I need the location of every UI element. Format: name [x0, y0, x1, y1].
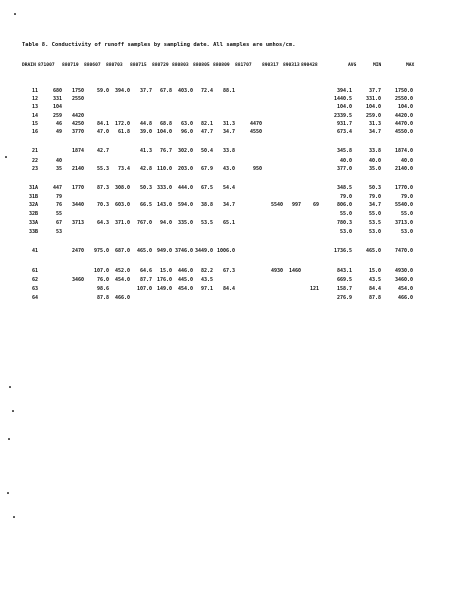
table-cell: 1750.0 [394, 88, 413, 94]
table-cell: 62 [31, 277, 38, 283]
table-cell: 12 [31, 96, 38, 102]
table-cell: 84.1 [96, 121, 109, 127]
table-cell: 53.5 [368, 220, 381, 226]
table-cell: 96.0 [180, 129, 193, 135]
table-cell: 64 [31, 295, 38, 301]
table-cell: 53.5 [200, 220, 213, 226]
table-cell: 1750 [71, 88, 84, 94]
table-cell: 1874.0 [394, 148, 413, 154]
scan-speck [5, 156, 7, 158]
table-cell: 2140 [71, 166, 84, 172]
table-cell: 15 [31, 121, 38, 127]
table-cell: 84.4 [368, 286, 381, 292]
table-cell: 780.3 [336, 220, 352, 226]
table-cell: 348.5 [336, 185, 352, 191]
table-cell: 43.5 [200, 277, 213, 283]
table-cell: 3449.0 [194, 248, 213, 254]
column-header: DRAIN [22, 63, 36, 68]
table-caption: Table 8. Conductivity of runoff samples by sampling date. All samples are umhos/cm. [22, 42, 296, 48]
table-cell: 34.7 [368, 129, 381, 135]
table-cell: 87.3 [96, 185, 109, 191]
table-cell: 104.0 [397, 104, 413, 110]
table-cell: 31.3 [222, 121, 235, 127]
table-cell: 1460 [288, 268, 301, 274]
table-cell: 331.0 [365, 96, 381, 102]
table-cell: 41.3 [139, 148, 152, 154]
scan-speck [13, 516, 15, 518]
table-cell: 975.0 [93, 248, 109, 254]
table-cell: 33B [28, 229, 38, 235]
table-cell: 843.1 [336, 268, 352, 274]
table-cell: 806.0 [336, 202, 352, 208]
column-header: 890428 [301, 63, 318, 68]
column-header: MAX [406, 63, 415, 68]
column-header: 890313 [283, 63, 300, 68]
table-cell: 3440 [71, 202, 84, 208]
table-cell: 2550.0 [394, 96, 413, 102]
table-cell: 1874 [71, 148, 84, 154]
table-cell: 466.0 [397, 295, 413, 301]
table-cell: 39.0 [139, 129, 152, 135]
table-cell: 38.8 [200, 202, 213, 208]
table-cell: 65.1 [222, 220, 235, 226]
table-cell: 76.0 [96, 277, 109, 283]
table-cell: 4420.0 [394, 113, 413, 119]
table-cell: 143.0 [156, 202, 172, 208]
table-cell: 445.0 [177, 277, 193, 283]
table-cell: 61 [31, 268, 38, 274]
table-cell: 465.0 [136, 248, 152, 254]
table-cell: 79.0 [339, 194, 352, 200]
table-cell: 32A [28, 202, 38, 208]
table-cell: 33A [28, 220, 38, 226]
table-cell: 465.0 [365, 248, 381, 254]
table-cell: 2550 [71, 96, 84, 102]
table-cell: 87.7 [139, 277, 152, 283]
table-cell: 104.0 [156, 129, 172, 135]
table-cell: 33.8 [368, 148, 381, 154]
column-header: 880729 [152, 63, 169, 68]
table-cell: 950 [252, 166, 262, 172]
table-cell: 68.8 [159, 121, 172, 127]
table-cell: 98.6 [96, 286, 109, 292]
column-header: 880703 [106, 63, 123, 68]
table-cell: 47.0 [96, 129, 109, 135]
table-cell: 1770 [71, 185, 84, 191]
table-cell: 50.3 [139, 185, 152, 191]
table-cell: 64.6 [139, 268, 152, 274]
table-cell: 43.5 [368, 277, 381, 283]
table-cell: 31.3 [368, 121, 381, 127]
table-cell: 1006.0 [216, 248, 235, 254]
table-cell: 55.0 [400, 211, 413, 217]
table-cell: 53.0 [368, 229, 381, 235]
table-cell: 47.7 [200, 129, 213, 135]
table-cell: 63 [31, 286, 38, 292]
table-cell: 34.7 [222, 202, 235, 208]
table-cell: 13 [31, 104, 38, 110]
table-cell: 276.9 [336, 295, 352, 301]
table-cell: 84.4 [222, 286, 235, 292]
table-cell: 107.0 [136, 286, 152, 292]
table-cell: 680 [52, 88, 62, 94]
scan-speck [7, 492, 9, 494]
table-cell: 2140.0 [394, 166, 413, 172]
table-cell: 997 [291, 202, 301, 208]
table-cell: 87.8 [368, 295, 381, 301]
table-cell: 53.0 [339, 229, 352, 235]
table-cell: 454.0 [177, 286, 193, 292]
table-cell: 54.4 [222, 185, 235, 191]
table-cell: 454.0 [114, 277, 130, 283]
column-header: 881707 [235, 63, 252, 68]
table-cell: 44.8 [139, 121, 152, 127]
table-cell: 1440.5 [333, 96, 352, 102]
table-cell: 335.0 [177, 220, 193, 226]
column-header: 880809 [213, 63, 230, 68]
table-cell: 259.0 [365, 113, 381, 119]
table-cell: 2470 [71, 248, 84, 254]
column-header: 880805 [193, 63, 210, 68]
table-cell: 446.0 [177, 268, 193, 274]
table-cell: 87.8 [96, 295, 109, 301]
table-cell: 33.8 [222, 148, 235, 154]
column-header: MIN [373, 63, 382, 68]
table-cell: 31A [28, 185, 38, 191]
table-cell: 4420 [71, 113, 84, 119]
table-cell: 394.0 [114, 88, 130, 94]
table-cell: 371.0 [114, 220, 130, 226]
table-cell: 67.8 [159, 88, 172, 94]
table-cell: 172.0 [114, 121, 130, 127]
table-cell: 82.2 [200, 268, 213, 274]
table-cell: 73.4 [117, 166, 130, 172]
table-cell: 76.7 [159, 148, 172, 154]
table-cell: 40.0 [368, 158, 381, 164]
table-cell: 37.7 [368, 88, 381, 94]
table-cell: 3746.0 [174, 248, 193, 254]
table-cell: 302.0 [177, 148, 193, 154]
table-cell: 55 [55, 211, 62, 217]
scan-speck [12, 410, 14, 412]
table-cell: 333.0 [156, 185, 172, 191]
table-cell: 4550.0 [394, 129, 413, 135]
table-cell: 7470.0 [394, 248, 413, 254]
table-cell: 66.5 [139, 202, 152, 208]
table-cell: 53.0 [400, 229, 413, 235]
table-cell: 35 [55, 166, 62, 172]
table-cell: 43.0 [222, 166, 235, 172]
table-cell: 63.0 [180, 121, 193, 127]
table-cell: 35.0 [368, 166, 381, 172]
column-header: 871007 [38, 63, 55, 68]
column-header: 880607 [84, 63, 101, 68]
table-cell: 31B [28, 194, 38, 200]
table-cell: 345.8 [336, 148, 352, 154]
table-cell: 5540.0 [394, 202, 413, 208]
table-cell: 79.0 [400, 194, 413, 200]
table-cell: 1770.0 [394, 185, 413, 191]
table-cell: 394.1 [336, 88, 352, 94]
table-cell: 377.0 [336, 166, 352, 172]
table-cell: 2339.5 [333, 113, 352, 119]
table-cell: 42.7 [96, 148, 109, 154]
table-cell: 15.0 [368, 268, 381, 274]
scan-speck [14, 13, 16, 15]
table-cell: 1736.5 [333, 248, 352, 254]
table-cell: 22 [31, 158, 38, 164]
table-cell: 32B [28, 211, 38, 217]
table-cell: 308.0 [114, 185, 130, 191]
table-cell: 452.0 [114, 268, 130, 274]
table-cell: 4930.0 [394, 268, 413, 274]
table-cell: 40.0 [400, 158, 413, 164]
table-cell: 72.4 [200, 88, 213, 94]
table-cell: 447 [52, 185, 62, 191]
table-cell: 5540 [270, 202, 283, 208]
table-cell: 673.4 [336, 129, 352, 135]
table-cell: 104.0 [336, 104, 352, 110]
table-cell: 55.0 [368, 211, 381, 217]
table-cell: 76 [55, 202, 62, 208]
table-cell: 67 [55, 220, 62, 226]
table-cell: 49 [55, 129, 62, 135]
table-cell: 59.0 [96, 88, 109, 94]
table-cell: 3713.0 [394, 220, 413, 226]
table-cell: 331 [52, 96, 62, 102]
table-cell: 40 [55, 158, 62, 164]
table-cell: 149.0 [156, 286, 172, 292]
table-cell: 594.0 [177, 202, 193, 208]
table-cell: 107.0 [93, 268, 109, 274]
table-cell: 4550 [249, 129, 262, 135]
table-cell: 50.4 [200, 148, 213, 154]
table-cell: 16 [31, 129, 38, 135]
table-cell: 79 [55, 194, 62, 200]
table-cell: 104 [52, 104, 62, 110]
table-cell: 3713 [71, 220, 84, 226]
table-cell: 46 [55, 121, 62, 127]
table-cell: 21 [31, 148, 38, 154]
table-cell: 64.3 [96, 220, 109, 226]
table-cell: 203.0 [177, 166, 193, 172]
column-header: AVG [348, 63, 357, 68]
table-cell: 3460.0 [394, 277, 413, 283]
table-cell: 41 [31, 248, 38, 254]
table-cell: 4930 [270, 268, 283, 274]
table-cell: 23 [31, 166, 38, 172]
table-cell: 176.0 [156, 277, 172, 283]
table-cell: 40.0 [339, 158, 352, 164]
table-cell: 931.7 [336, 121, 352, 127]
table-cell: 403.0 [177, 88, 193, 94]
table-cell: 61.8 [117, 129, 130, 135]
table-cell: 94.0 [159, 220, 172, 226]
table-cell: 11 [31, 88, 38, 94]
column-header: 890317 [262, 63, 279, 68]
table-cell: 121 [309, 286, 319, 292]
table-cell: 42.8 [139, 166, 152, 172]
table-cell: 37.7 [139, 88, 152, 94]
table-cell: 70.3 [96, 202, 109, 208]
table-cell: 4470 [249, 121, 262, 127]
table-cell: 55.3 [96, 166, 109, 172]
table-cell: 50.3 [368, 185, 381, 191]
table-cell: 454.0 [397, 286, 413, 292]
table-cell: 14 [31, 113, 38, 119]
table-cell: 69 [312, 202, 319, 208]
table-cell: 687.0 [114, 248, 130, 254]
table-cell: 67.3 [222, 268, 235, 274]
table-cell: 949.0 [156, 248, 172, 254]
table-cell: 158.7 [336, 286, 352, 292]
table-cell: 53 [55, 229, 62, 235]
table-cell: 104.0 [365, 104, 381, 110]
table-cell: 67.9 [200, 166, 213, 172]
table-cell: 110.0 [156, 166, 172, 172]
table-cell: 55.0 [339, 211, 352, 217]
column-header: 880715 [130, 63, 147, 68]
column-header: 880803 [172, 63, 189, 68]
table-cell: 67.5 [200, 185, 213, 191]
table-cell: 767.0 [136, 220, 152, 226]
table-cell: 669.5 [336, 277, 352, 283]
table-cell: 4470.0 [394, 121, 413, 127]
table-cell: 79.0 [368, 194, 381, 200]
column-header: 880719 [62, 63, 79, 68]
table-cell: 603.0 [114, 202, 130, 208]
table-cell: 259 [52, 113, 62, 119]
table-cell: 34.7 [222, 129, 235, 135]
table-cell: 3460 [71, 277, 84, 283]
table-cell: 466.0 [114, 295, 130, 301]
scan-speck [9, 386, 11, 388]
table-cell: 15.0 [159, 268, 172, 274]
table-cell: 82.1 [200, 121, 213, 127]
table-cell: 88.1 [222, 88, 235, 94]
table-cell: 34.7 [368, 202, 381, 208]
table-cell: 3770 [71, 129, 84, 135]
scan-speck [8, 438, 10, 440]
table-cell: 97.1 [200, 286, 213, 292]
table-cell: 444.0 [177, 185, 193, 191]
table-cell: 4250 [71, 121, 84, 127]
